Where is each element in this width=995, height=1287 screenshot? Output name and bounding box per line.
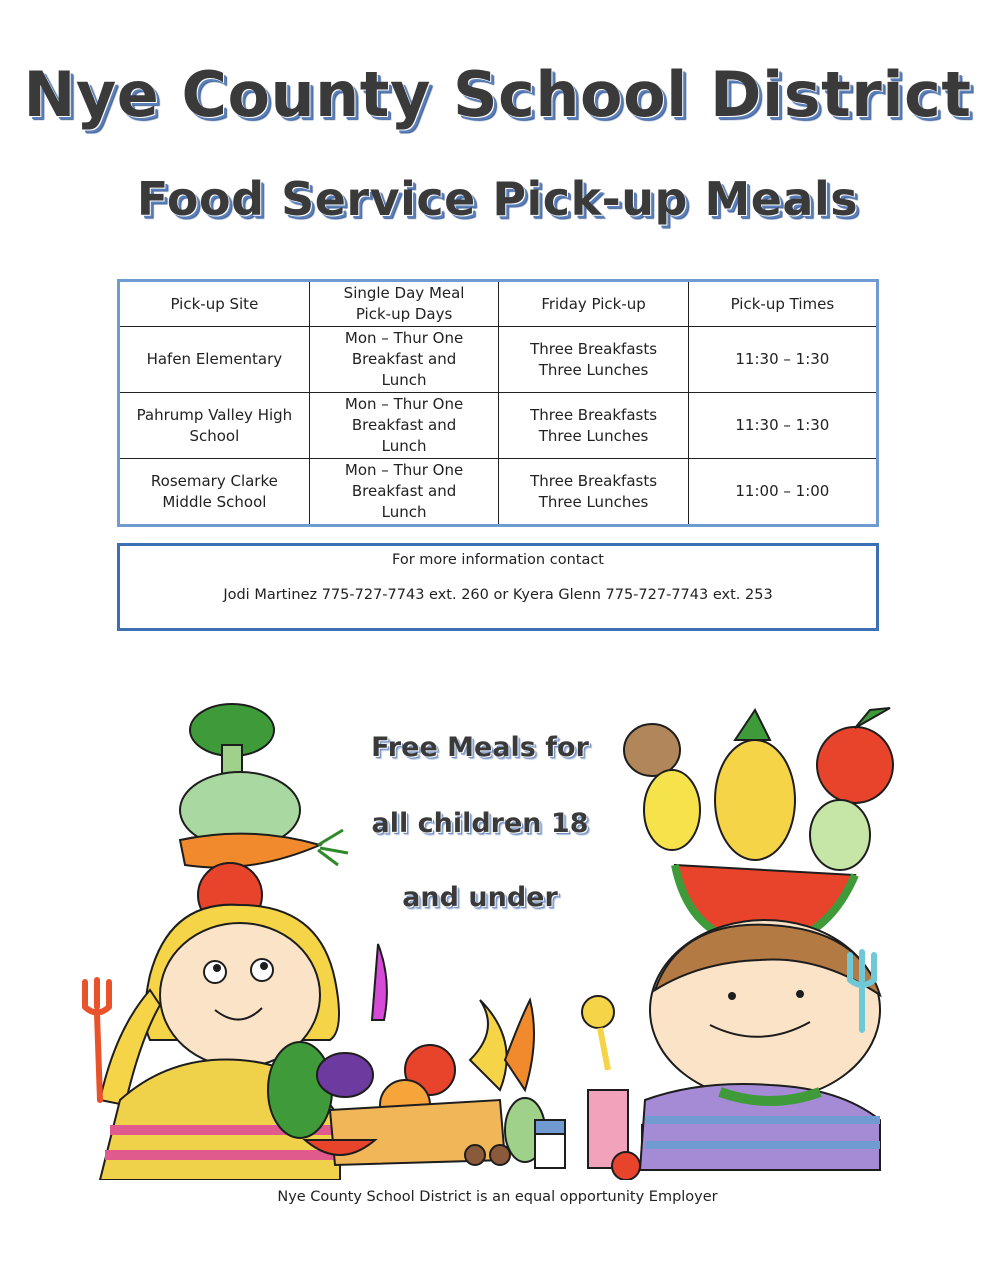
contact-details: Jodi Martinez 775-727-7743 ext. 260 or Kyera Glenn 775-727-7743 ext. 253 bbox=[223, 587, 773, 603]
table-header-row bbox=[119, 281, 878, 327]
cell-text: Hafen Elementary bbox=[146, 350, 283, 368]
cell-text: Three Breakfasts Three Lunches bbox=[530, 471, 658, 511]
table-row bbox=[119, 327, 878, 393]
cell-days bbox=[309, 393, 499, 459]
pickup-schedule-table bbox=[117, 279, 879, 527]
cell-text: Rosemary Clarke Middle School bbox=[150, 471, 278, 511]
cell-text: Mon – Thur One Breakfast and Lunch bbox=[344, 395, 464, 455]
contact-heading: For more information contact bbox=[392, 552, 604, 568]
header-single-day bbox=[309, 281, 499, 327]
header-friday: Friday Pick-up bbox=[499, 281, 688, 327]
header-single-day-text: Single Day Meal Pick-up Days bbox=[343, 284, 465, 323]
promo-line-1: Free Meals for bbox=[371, 732, 589, 763]
cell-friday bbox=[499, 327, 688, 393]
promo-line-3: and under bbox=[402, 882, 558, 913]
cell-friday bbox=[499, 459, 688, 526]
cell-friday bbox=[499, 393, 688, 459]
cell-days bbox=[309, 459, 499, 526]
page-title: Nye County School District bbox=[23, 58, 972, 131]
header-times: Pick-up Times bbox=[688, 281, 877, 327]
cell-text: Three Breakfasts Three Lunches bbox=[530, 339, 658, 379]
cell-times: 11:30 – 1:30 bbox=[688, 393, 877, 459]
cell-times: 11:30 – 1:30 bbox=[688, 327, 877, 393]
contact-box bbox=[117, 543, 879, 631]
cell-site bbox=[119, 393, 310, 459]
cell-text: Pahrump Valley High School bbox=[136, 405, 293, 445]
cell-site bbox=[119, 327, 310, 393]
footer-eeo-statement: Nye County School District is an equal opportunity Employer bbox=[277, 1189, 718, 1205]
cell-days bbox=[309, 327, 499, 393]
cell-site bbox=[119, 459, 310, 526]
promo-line-2: all children 18 bbox=[371, 808, 589, 839]
page-subtitle: Food Service Pick-up Meals bbox=[136, 172, 859, 226]
kids-with-food-illustration bbox=[0, 700, 995, 1180]
table-row bbox=[119, 459, 878, 526]
table-row bbox=[119, 393, 878, 459]
cell-text: Three Breakfasts Three Lunches bbox=[530, 405, 658, 445]
cell-times: 11:00 – 1:00 bbox=[688, 459, 877, 526]
cell-text: Mon – Thur One Breakfast and Lunch bbox=[344, 461, 464, 521]
header-pickup-site: Pick-up Site bbox=[119, 281, 310, 327]
cell-text: Mon – Thur One Breakfast and Lunch bbox=[344, 329, 464, 389]
